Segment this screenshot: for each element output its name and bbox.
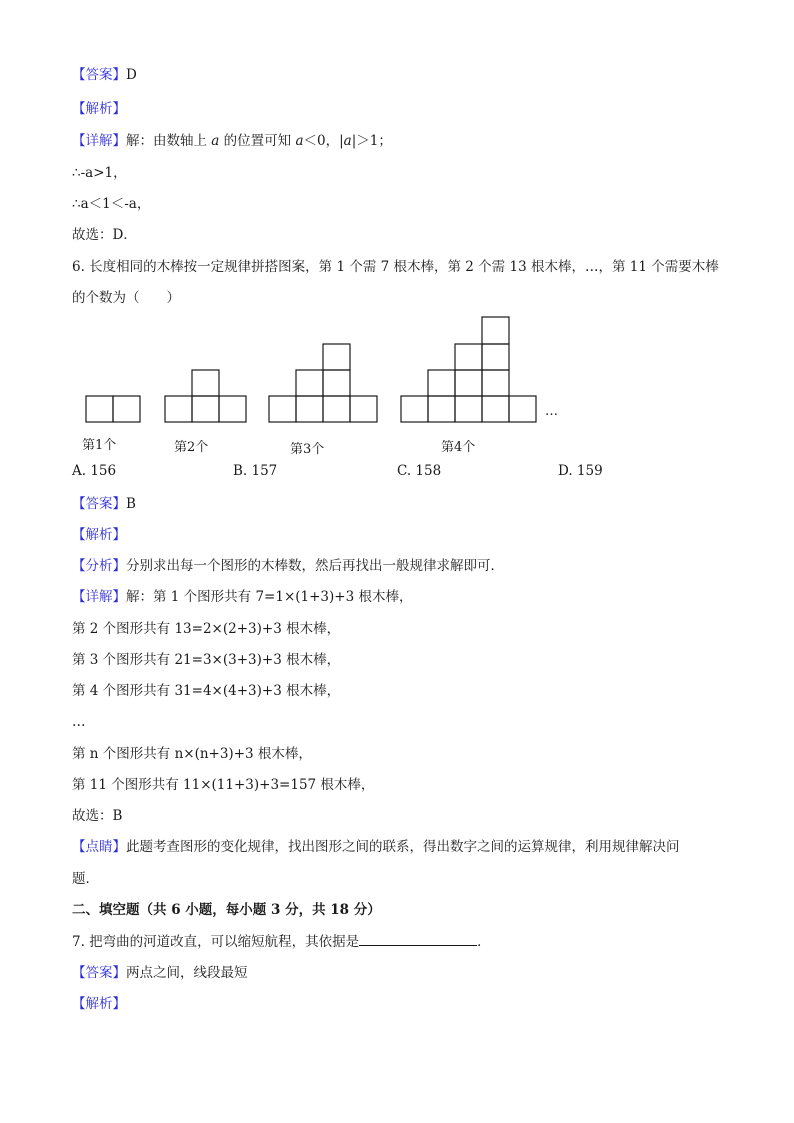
q6-answer-line: [72, 495, 136, 513]
q6-work-line: 第 n 个图形共有 n×(n+3)+3 根木棒，: [72, 746, 312, 762]
square: [86, 396, 113, 422]
q7-stem-text: 7. 把弯曲的河道改直，可以缩短航程，其依据是: [72, 934, 360, 950]
q6-comment-line2: 题．: [72, 871, 99, 887]
figure-label-2: 第2个: [174, 440, 209, 455]
analysis-tag: 【解析】: [72, 527, 126, 543]
option-c: C. 158: [397, 463, 442, 479]
detail-text: 解：第 1 个图形共有 7=1×(1+3)+3 根木棒，: [126, 589, 413, 605]
q5-conclusion: 故选：D．: [72, 227, 137, 243]
square: [269, 396, 296, 422]
q6-comment-line: [72, 838, 680, 856]
square: [296, 370, 323, 396]
square: [219, 396, 246, 422]
detail-text: 解：由数轴上: [126, 133, 212, 149]
square: [165, 396, 192, 422]
figure-2: [165, 370, 246, 422]
q6-work-line: 第 11 个图形共有 11×(11+3)+3=157 根木棒，: [72, 777, 375, 793]
q7-stem-line: [72, 932, 491, 951]
square: [482, 344, 509, 370]
figure-4: [401, 317, 536, 422]
square: [482, 370, 509, 396]
q6-analysis-line: [72, 526, 126, 544]
analysis-tag: 【解析】: [72, 996, 126, 1012]
square: [323, 370, 350, 396]
method-text: 分别求出每一个图形的木棒数，然后再找出一般规律求解即可．: [126, 558, 504, 574]
option-b: B. 157: [233, 463, 278, 479]
q6-work-line: 第 4 个图形共有 31=4×(4+3)+3 根木棒，: [72, 683, 341, 699]
answer-tag: 【答案】: [72, 496, 126, 512]
q7-stem-end: ．: [477, 934, 491, 950]
figure-label-3: 第3个: [290, 442, 325, 457]
detail-tag: 【详解】: [72, 589, 126, 605]
detail-text: 的位置可知: [219, 133, 296, 149]
square: [428, 396, 455, 422]
answer-value: D: [126, 67, 137, 83]
analysis-tag: 【解析】: [72, 101, 126, 117]
answer-value: B: [126, 496, 136, 512]
figure-label-1: 第1个: [82, 438, 117, 453]
figure-label-4: 第4个: [441, 440, 476, 455]
comment-text: 此题考查图形的变化规律，找出图形之间的联系，得出数字之间的运算规律，利用规律解决问: [126, 839, 680, 855]
option-d: D. 159: [558, 463, 603, 479]
q6-stem-line1: 6. 长度相同的木棒按一定规律拼搭图案，第 1 个需 7 根木棒，第 2 个需 13 根木棒，…，第 11 个需要木棒: [72, 259, 719, 275]
detail-text: ＜0，|: [303, 133, 344, 149]
q6-work-line: 故选：B: [72, 808, 123, 824]
figure-ellipsis: …: [545, 404, 558, 419]
q7-answer-line: [72, 964, 248, 982]
variable-a: a: [343, 133, 352, 149]
q6-work-line: …: [72, 714, 86, 730]
comment-tag: 【点睛】: [72, 839, 126, 855]
q6-work-line: 第 2 个图形共有 13=2×(2+3)+3 根木棒，: [72, 621, 341, 637]
detail-tag: 【详解】: [72, 133, 126, 149]
square: [350, 396, 377, 422]
square: [401, 396, 428, 422]
square: [192, 396, 219, 422]
q5-analysis-line: [72, 100, 126, 118]
square: [323, 396, 350, 422]
square: [482, 396, 509, 422]
q6-stem-line2: 的个数为（ ）: [72, 290, 180, 306]
answer-tag: 【答案】: [72, 67, 126, 83]
option-a: A. 156: [72, 463, 117, 479]
answer-value: 两点之间，线段最短: [126, 965, 248, 981]
q6-work-line: 第 3 个图形共有 21=3×(3+3)+3 根木棒，: [72, 652, 341, 668]
answer-tag: 【答案】: [72, 965, 126, 981]
square: [428, 370, 455, 396]
q5-step2: ∴a＜1＜-a，: [72, 196, 151, 212]
square: [509, 396, 536, 422]
method-tag: 【分析】: [72, 558, 126, 574]
detail-text: |＞1；: [351, 133, 392, 149]
q7-analysis-line: [72, 995, 126, 1013]
square: [296, 396, 323, 422]
q6-method-line: [72, 557, 504, 575]
square: [323, 344, 350, 370]
q5-step1: ∴-a>1，: [72, 165, 127, 181]
variable-a: a: [211, 133, 220, 149]
figure-1: [86, 396, 140, 422]
square: [455, 370, 482, 396]
figure-3: [269, 344, 377, 422]
variable-a: a: [295, 133, 304, 149]
section-heading: 二、填空题（共 6 小题，每小题 3 分，共 18 分）: [72, 902, 381, 918]
square: [113, 396, 140, 422]
square: [192, 370, 219, 396]
q5-answer-line: [72, 66, 137, 84]
square: [455, 396, 482, 422]
answer-blank: [359, 932, 477, 946]
q5-detail-line: [72, 132, 392, 150]
square: [482, 317, 509, 344]
q6-stick-figure: [0, 300, 794, 430]
square: [455, 344, 482, 370]
q6-detail-line: [72, 588, 412, 606]
